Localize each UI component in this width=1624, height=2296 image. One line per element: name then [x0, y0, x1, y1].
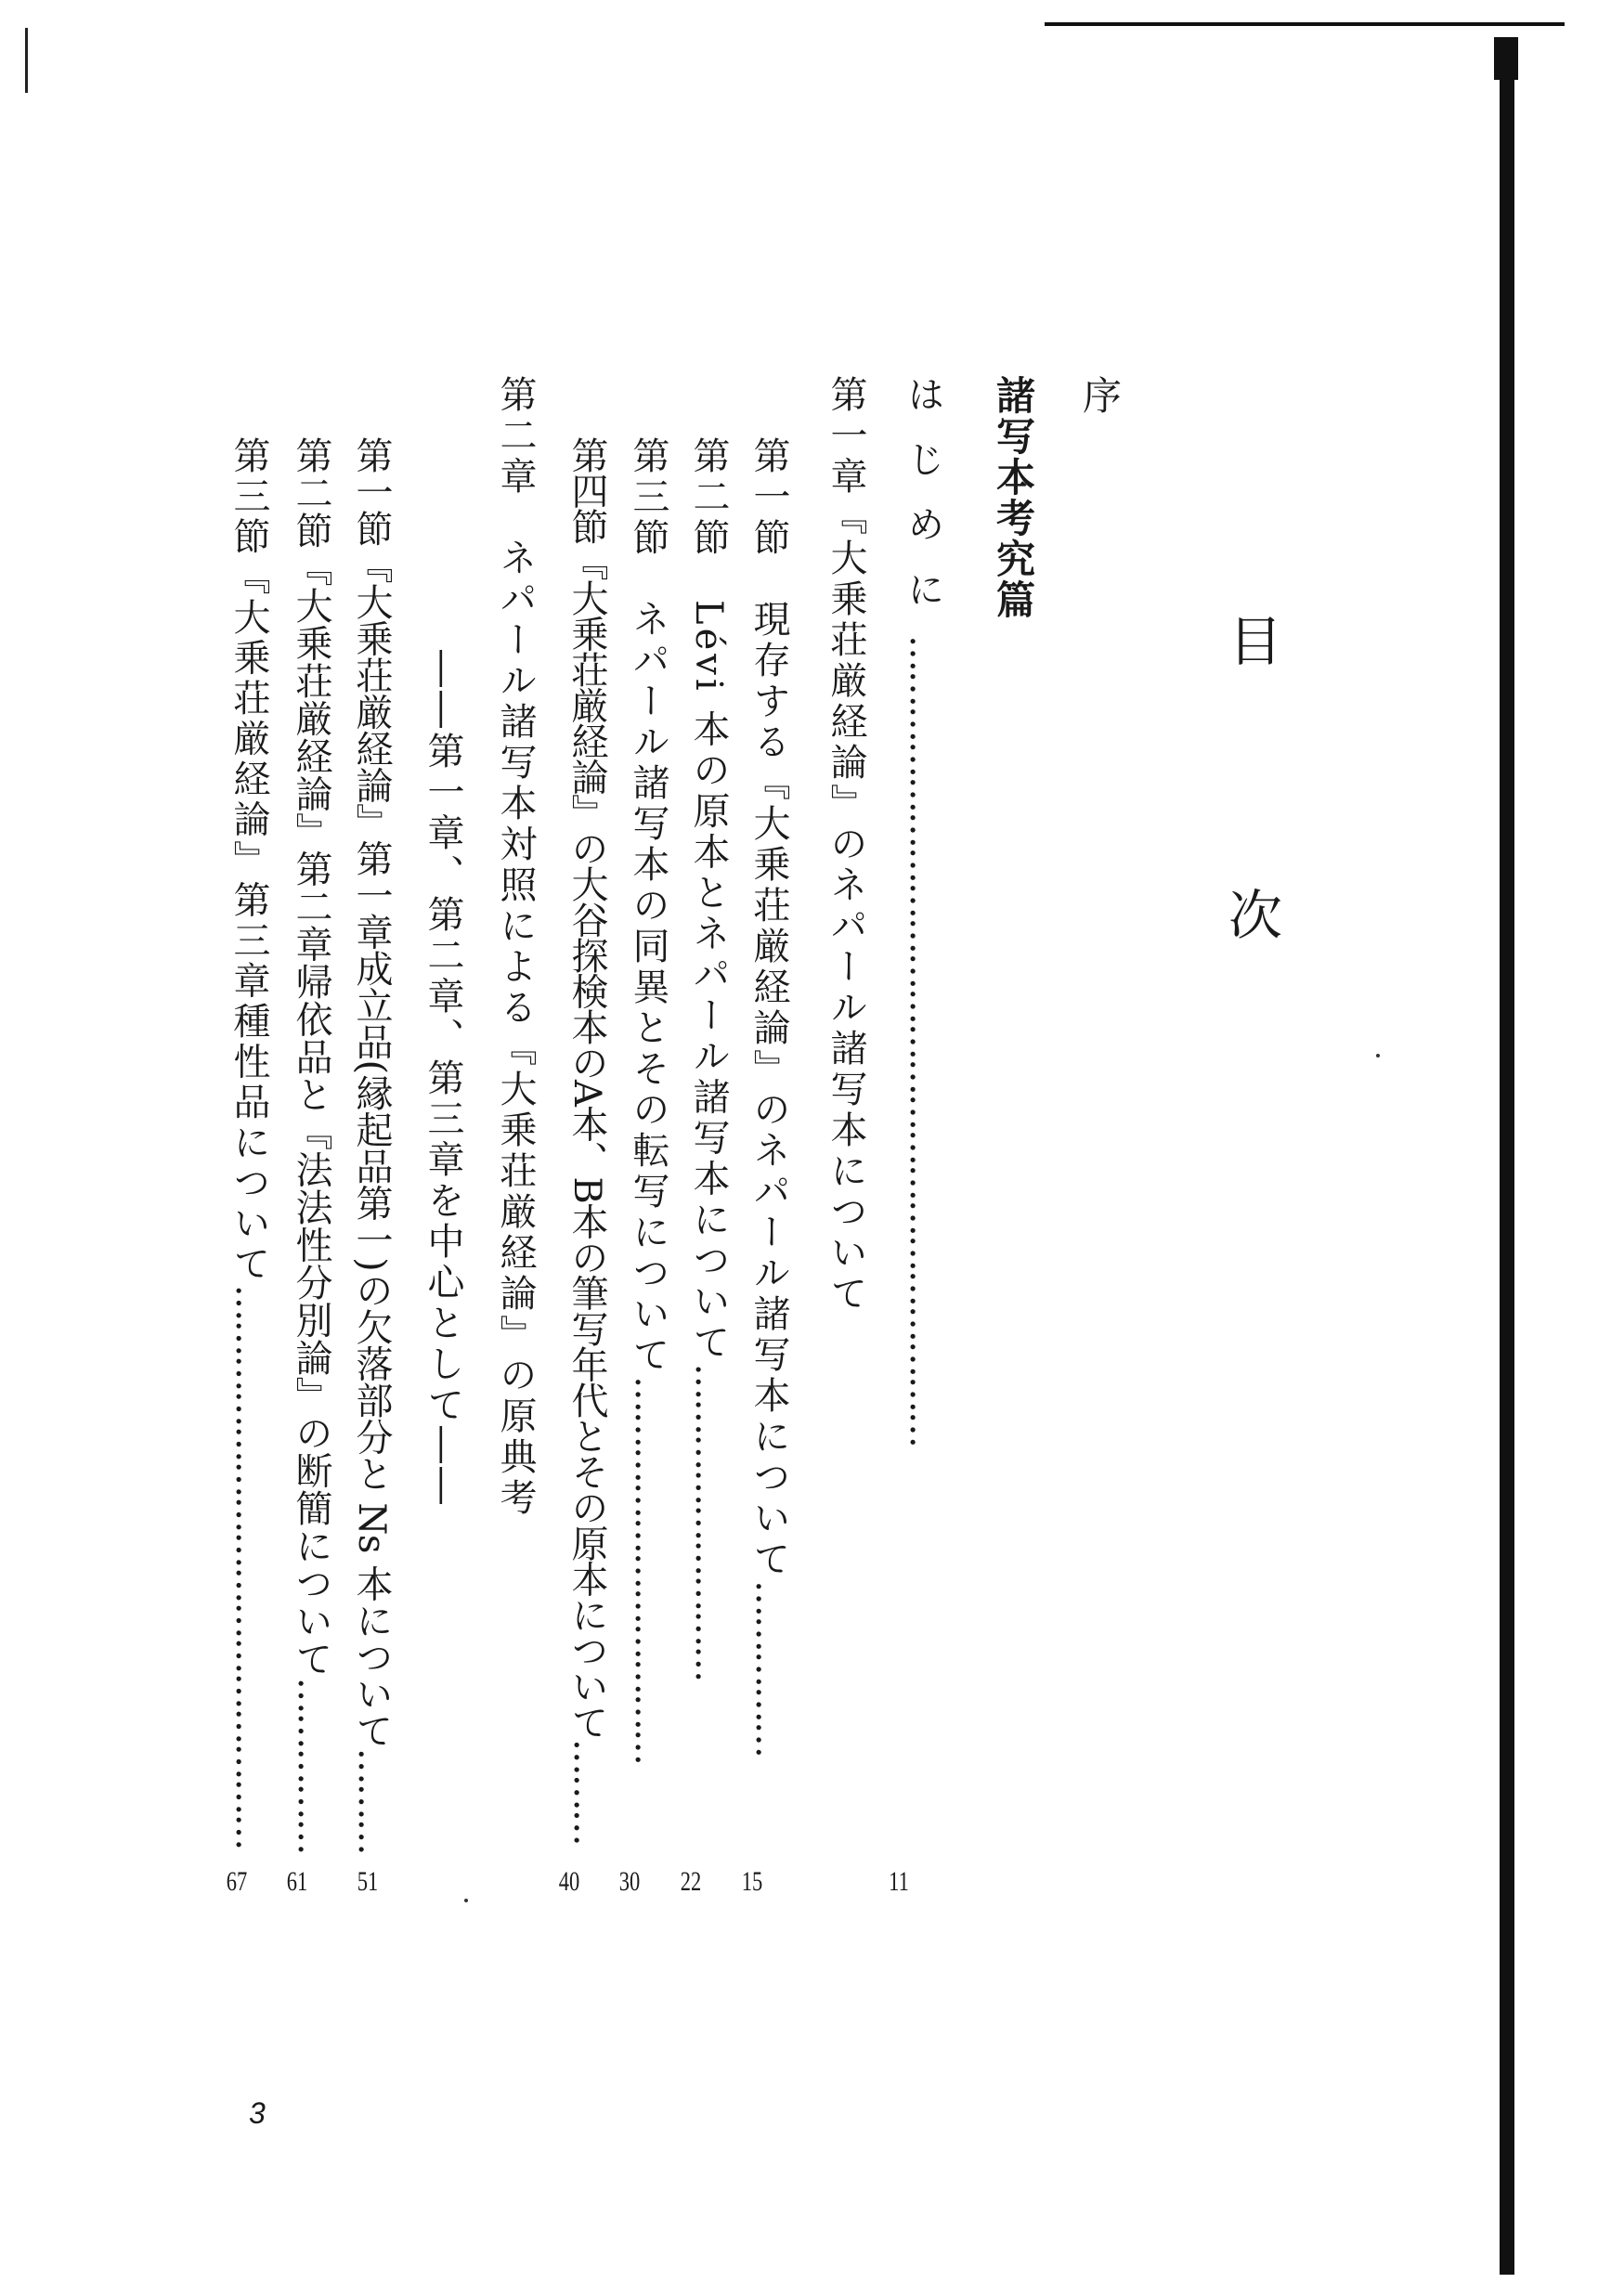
scan-top-edge-line [1045, 22, 1565, 26]
toc-entry[interactable] [747, 436, 790, 1757]
toc-entry-label: 第三節 ネパール諸写本の同異とその転写について [627, 436, 669, 1376]
toc-entry-label: 第一章『大乗荘厳経論』のネパール諸写本について [825, 375, 867, 1315]
toc-entry-label: 第一節『大乗荘厳経論』第一章成立品(縁起品第一)の欠落部分と Ns 本について [350, 436, 393, 1748]
toc-leader: ………………………………………… [227, 1284, 270, 1849]
toc-entry[interactable] [227, 436, 270, 1849]
toc-page-number: 67 [226, 1866, 248, 1897]
toc-entry[interactable] [904, 375, 942, 1446]
toc-entry-subtitle [422, 650, 464, 1508]
toc-entry-label: 第二節 Lévi 本の原本とネパール諸写本について [687, 436, 730, 1364]
toc-entry[interactable] [687, 436, 730, 1681]
toc-page-number: 51 [357, 1866, 379, 1897]
toc-leader: ……… [350, 1747, 393, 1854]
toc-entry[interactable] [292, 436, 330, 1854]
toc-entry[interactable] [350, 436, 393, 1854]
part-heading: 諸写本考究篇 [991, 375, 1036, 620]
toc-page-number: 61 [286, 1866, 308, 1897]
toc-page-number: 22 [680, 1866, 702, 1897]
scan-corner-mark [25, 28, 28, 93]
toc-entry[interactable] [825, 375, 867, 1315]
preface-heading: 序 [1077, 375, 1123, 418]
toc-entry-label: 第二章 ネパール諸写本対照による『大乗荘厳経論』の原典考 [494, 375, 537, 1519]
toc-entry[interactable] [565, 436, 608, 1845]
toc-entry-label: 第四節『大乗荘厳経論』の大谷探検本のA本、B本の筆写年代とその原本について [565, 436, 608, 1739]
toc-leader: ……… [565, 1738, 608, 1845]
toc-page-number: 30 [618, 1866, 641, 1897]
toc-entry-label: 第二節『大乗荘厳経論』第二章帰依品と『法法性分別論』の断簡について [290, 436, 332, 1678]
toc-entry-label: 第一節 現存する『大乗荘厳経論』のネパール諸写本について [747, 436, 790, 1580]
title-char-1: 目 [1219, 613, 1282, 667]
toc-leader: …………… [747, 1580, 790, 1757]
scan-speck [464, 1899, 468, 1902]
scan-right-edge-bar [1500, 37, 1514, 2275]
toc-entry-label: 第三節『大乗荘厳経論』第三章種性品について [227, 436, 270, 1285]
toc-entry[interactable] [494, 375, 537, 1519]
toc-entry[interactable] [627, 436, 669, 1764]
title-char-2: 次 [1219, 887, 1282, 940]
toc-leader: …………………………… [627, 1376, 669, 1764]
toc-page-number: 40 [558, 1866, 580, 1897]
toc-leader: ……………………… [687, 1363, 730, 1681]
toc-entry-label: ――第一章、第二章、第三章を中心として―― [422, 650, 464, 1508]
page-folio-number: 3 [249, 2096, 266, 2130]
toc-page-number: 15 [741, 1866, 763, 1897]
scan-speck [1376, 1054, 1380, 1057]
toc-leader: …………………………………………………………… [902, 635, 944, 1446]
toc-entry-label: はじめに [902, 375, 944, 635]
toc-page-number: 11 [889, 1866, 909, 1897]
toc-leader: …………… [290, 1677, 332, 1854]
